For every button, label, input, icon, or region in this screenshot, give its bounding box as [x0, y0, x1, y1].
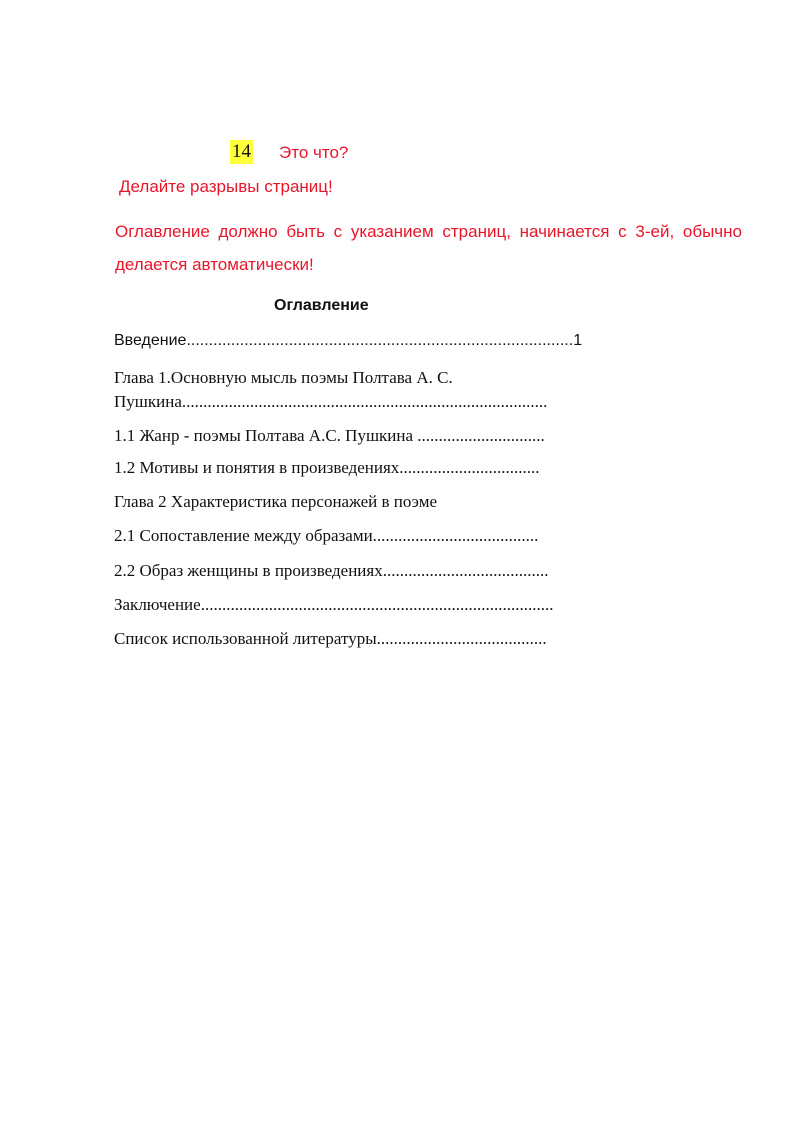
toc-entry-references: Список использованной литературы........................................ — [114, 629, 547, 648]
toc-entry-chapter-1-line-2: Пушкина...................................................................................... — [114, 392, 548, 411]
annotation-page-breaks: Делайте разрывы страниц! — [119, 177, 333, 196]
toc-entry-conclusion: Заключение................................................................................... — [114, 595, 554, 614]
annotation-toc-requirement: Оглавление должно быть с указанием страниц, начинается с 3-ей, обычно делается автоматически! — [115, 222, 742, 274]
annotation-what-is-this: Это что? — [279, 143, 349, 162]
toc-entry-introduction: Введение.......................................................................................1 — [114, 332, 583, 349]
toc-title: Оглавление — [274, 297, 369, 314]
toc-entry-chapter-1-line-1: Глава 1.Основную мысль поэмы Полтава А. С. — [114, 368, 453, 387]
toc-entry-chapter-2: Глава 2 Характеристика персонажей в поэме — [114, 492, 438, 511]
toc-entry-section-1-1: 1.1 Жанр - поэмы Полтава А.С. Пушкина .............................. — [114, 426, 545, 445]
toc-entry-section-2-2: 2.2 Образ женщины в произведениях....................................... — [114, 561, 549, 580]
page-number-highlight: 14 — [232, 141, 251, 162]
toc-entry-section-2-1: 2.1 Сопоставление между образами....................................... — [114, 526, 539, 545]
toc-entry-section-1-2: 1.2 Мотивы и понятия в произведениях................................. — [114, 458, 540, 477]
